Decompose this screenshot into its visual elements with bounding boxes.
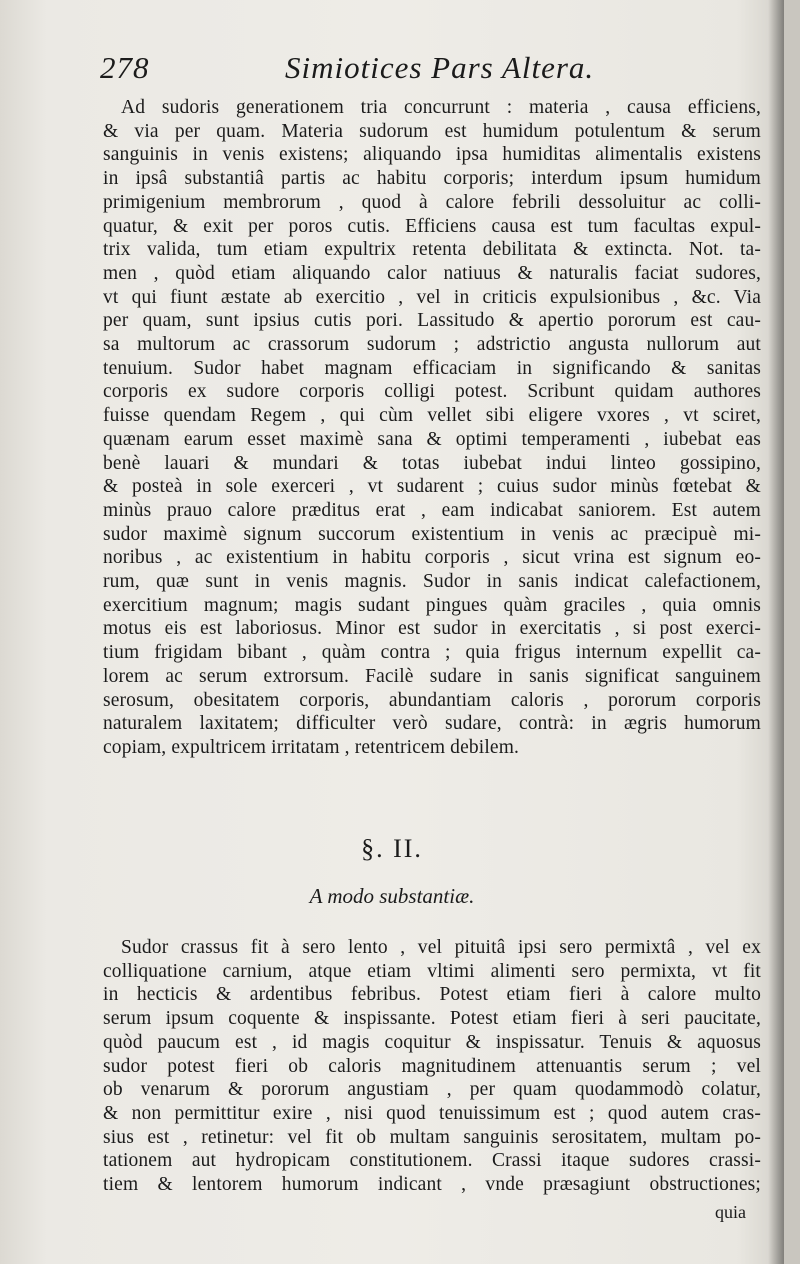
paragraph-2	[103, 936, 761, 1197]
text-line: tationem aut hydropicam constitutionem. Crassi itaque sudores crassi-	[103, 1150, 761, 1172]
text-line: quòd paucum est , id magis coquitur & inspissatur. Tenuis & aquosus	[103, 1031, 761, 1053]
text-line: in ipsâ substantiâ partis ac habitu corporis; interdum ipsum humidum	[103, 168, 761, 190]
text-line: exercitium magnum; magis sudant pingues quàm graciles , quia omnis	[103, 594, 761, 616]
text-line: sudor potest fieri ob caloris magnitudinem attenuantis serum ; vel	[103, 1055, 761, 1077]
text-line: benè lauari & mundari & totas iubebat indui linteo gossipino,	[103, 452, 761, 474]
text-line: per quam, sunt ipsius cutis pori. Lassitudo & apertio pororum est cau-	[103, 310, 761, 332]
text-line: naturalem laxitatem; difficulter verò sudare, contrà: in ægris humorum	[103, 713, 761, 735]
text-line: tiem & lentorem humorum indicant , vnde præsagiunt obstructiones;	[103, 1174, 761, 1196]
text-line: sudor maximè signum succorum existentium in venis ac præcipuè mi-	[103, 523, 761, 545]
text-line: copiam, expultricem irritatam , retentricem debilem.	[103, 736, 520, 758]
page-edge-shadow	[768, 0, 784, 1264]
text-line: serosum, obesitatem corporis, abundantiam caloris , pororum corporis	[103, 689, 761, 711]
text-line: sa multorum ac crassorum sudorum ; adstrictio angusta nullorum aut	[103, 334, 761, 356]
catchword: quia	[715, 1202, 746, 1222]
page-number: 278	[100, 50, 150, 85]
text-line: quænam earum esset maximè sana & optimi temperamenti , iubebat eas	[103, 428, 761, 450]
text-line: fuisse quendam Regem , qui cùm vellet sibi eligere vxores , vt sciret,	[103, 405, 761, 427]
text-line: noribus , ac existentium in habitu corporis , sicut vrina est signum eo-	[103, 547, 761, 569]
text-line: men , quòd etiam aliquando calor natiuus & naturalis faciat sudores,	[103, 262, 761, 284]
running-title: Simiotices Pars Altera.	[285, 50, 595, 85]
text-line: trix valida, tum etiam expultrix retenta debilitata & extincta. Not. ta-	[103, 239, 761, 261]
text-line: lorem ac serum extrorsum. Facilè sudare in sanis significat sanguinem	[103, 665, 761, 687]
text-line: & posteà in sole exerceri , vt sudarent ; cuius sudor minùs fœtebat &	[103, 476, 761, 498]
text-line: rum, quæ sunt in venis magnis. Sudor in sanis indicat calefactionem,	[103, 571, 761, 593]
text-line: corporis ex sudore corporis colligi potest. Scribunt quidam authores	[103, 381, 761, 403]
text-line: & via per quam. Materia sudorum est humidum potulentum & serum	[103, 120, 761, 142]
text-line: quatur, & exit per poros cutis. Efficiens causa est tum facultas expul-	[103, 215, 761, 237]
text-line: Sudor crassus fit à sero lento , vel pituitâ ipsi sero permixtâ , vel ex	[121, 937, 761, 958]
text-line: motus eis est laboriosus. Minor est sudor in exercitatis , si post exerci-	[103, 618, 761, 640]
text-line: sius est , retinetur: vel fit ob multam sanguinis serositatem, multam po-	[103, 1126, 761, 1148]
text-line: ob venarum & pororum angustiam , per quam quodammodò colatur,	[103, 1079, 761, 1101]
text-line: serum ipsum coquente & inspissante. Potest etiam fieri à seri paucitate,	[103, 1008, 761, 1030]
text-line: & non permittitur exire , nisi quod tenuissimum est ; quod autem cras-	[103, 1102, 761, 1124]
text-line: minùs prauo calore præditus erat , eam indicabat saniorem. Est autem	[103, 499, 761, 521]
section-title: A modo substantiæ.	[309, 884, 475, 908]
text-line: Ad sudoris generationem tria concurrunt : materia , causa efficiens,	[121, 97, 761, 118]
text-line: tenuium. Sudor habet magnam efficaciam in significando & sanitas	[103, 357, 761, 379]
text-line: tium frigidam bibant , quàm contra ; quia frigus internum expellit ca-	[103, 642, 761, 664]
text-line: in hecticis & ardentibus febribus. Potest etiam fieri à calore multo	[103, 984, 761, 1006]
section-number: §. II.	[361, 834, 423, 863]
text-line: colliquatione carnium, atque etiam vltimi alimenti sero permixta, vt fit	[103, 960, 761, 982]
text-line: vt qui fiunt æstate ab exercitio , vel in criticis expulsionibus , &c. Via	[103, 286, 761, 308]
text-line: primigenium membrorum , quod à calore febrili dessoluitur ac colli-	[103, 191, 761, 213]
paragraph-1	[103, 96, 761, 760]
text-line: sanguinis in venis existens; aliquando ipsa humiditas alimentalis existens	[103, 144, 761, 166]
running-head	[100, 50, 740, 90]
